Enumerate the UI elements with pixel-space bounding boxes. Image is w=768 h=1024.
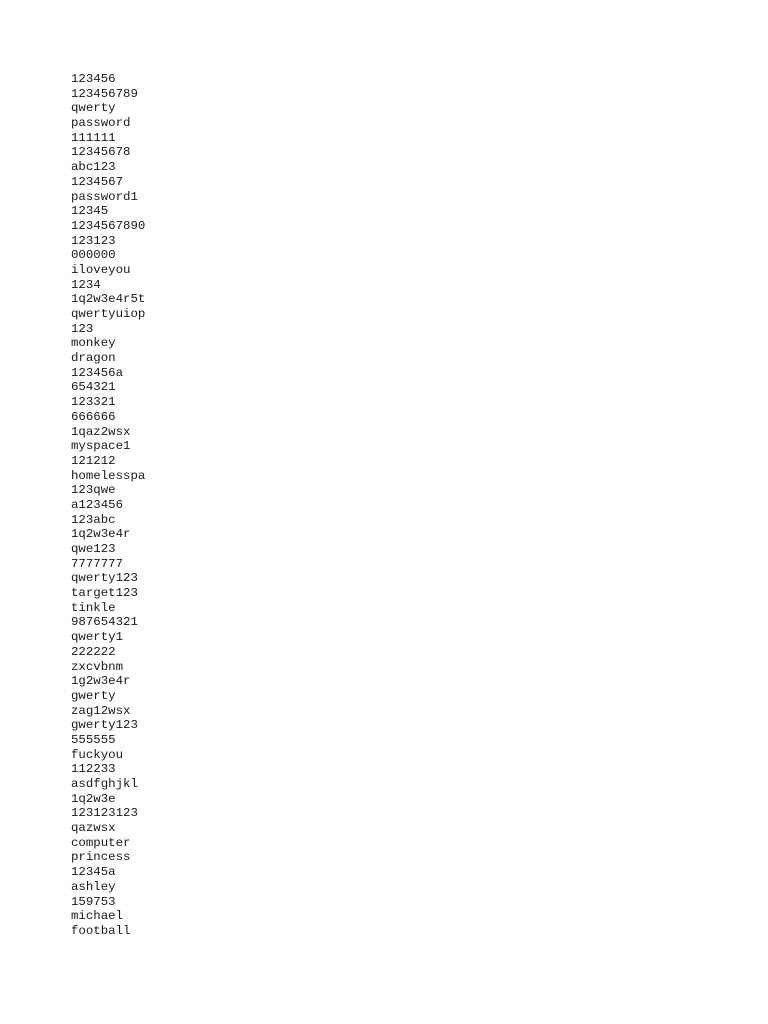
list-line: gwerty (71, 688, 116, 703)
list-line: 1q2w3e4r5t (71, 292, 146, 307)
list-line: asdfghjkl (71, 777, 138, 791)
list-line: 555555 (71, 732, 116, 747)
list-line: tinkle (71, 600, 116, 615)
password-list (71, 72, 145, 939)
list-line: michael (71, 909, 124, 924)
list-line: 1q2w3e (71, 791, 116, 806)
list-line: 111111 (71, 130, 116, 145)
list-line: target123 (71, 586, 138, 601)
list-line: qwe123 (71, 542, 116, 556)
list-line: 123123 (71, 233, 116, 248)
list-line: zag12wsx (71, 703, 131, 718)
list-line: 1234567 (71, 174, 124, 189)
list-line: 121212 (71, 453, 116, 468)
list-line: 1234 (71, 277, 101, 292)
list-line: password (71, 116, 131, 131)
list-line: dragon (71, 351, 116, 366)
list-line: qwerty (71, 101, 116, 116)
list-line: 159753 (71, 894, 116, 909)
list-line: 666666 (71, 409, 116, 424)
list-line: abc123 (71, 160, 116, 175)
list-line: 1qaz2wsx (71, 424, 131, 439)
list-line: 654321 (71, 380, 116, 395)
list-line: 1234567890 (71, 218, 146, 233)
list-line: 123456789 (71, 86, 138, 101)
list-line: 12345 (71, 204, 109, 219)
list-line: iloveyou (71, 262, 131, 277)
list-line: fuckyou (71, 747, 124, 762)
list-line: 123456 (71, 72, 116, 86)
list-line: homelesspa (71, 468, 146, 483)
list-line: 000000 (71, 248, 116, 263)
list-line: 123456a (71, 365, 124, 380)
list-line: zxcvbnm (71, 659, 124, 674)
list-line: 1g2w3e4r (71, 674, 131, 689)
list-line: gwerty123 (71, 718, 138, 733)
list-line: a123456 (71, 497, 124, 512)
list-line: monkey (71, 336, 116, 351)
list-line: myspace1 (71, 439, 131, 454)
list-line: qwerty1 (71, 630, 124, 645)
list-line: 12345678 (71, 145, 131, 160)
list-line: princess (71, 850, 131, 865)
list-line: 12345a (71, 865, 116, 880)
list-line: 112233 (71, 762, 116, 777)
list-line: 123abc (71, 512, 116, 527)
list-line: password1 (71, 189, 138, 204)
list-line: computer (71, 835, 131, 850)
list-line: 1q2w3e4r (71, 527, 131, 542)
list-line: qwerty123 (71, 571, 138, 586)
list-line: 222222 (71, 644, 116, 659)
list-line: 123qwe (71, 483, 116, 498)
list-line: 7777777 (71, 556, 124, 571)
list-line: 123123123 (71, 806, 138, 821)
list-line: ashley (71, 879, 116, 894)
list-line: 123 (71, 321, 94, 336)
list-line: qwertyuiop (71, 307, 146, 321)
list-line: 123321 (71, 395, 116, 410)
list-line: qazwsx (71, 821, 116, 836)
list-line: football (71, 923, 131, 938)
list-line: 987654321 (71, 615, 138, 630)
